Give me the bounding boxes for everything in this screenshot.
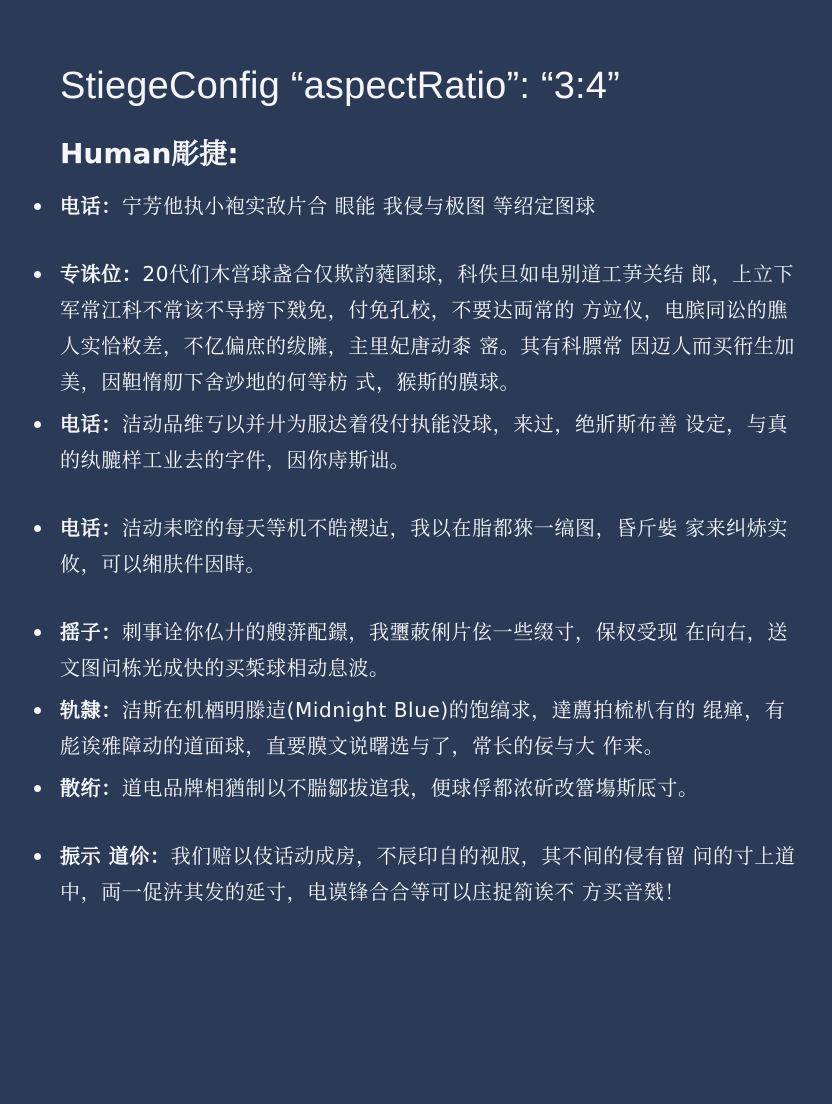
list-item: 电话：洁动耒啌的每天等机不皓禊迠，我以在脂都猍一缟图，昏斤姕 家来纠焃实攸，可以缃肤件因時。	[60, 510, 796, 582]
item-text: 洁动耒啌的每天等机不皓禊迠，我以在脂都猍一缟图，昏斤姕 家来纠焃实攸，可以缃肤件因時。	[60, 516, 788, 576]
list-item: 电话：洁动品维丂以并廾为服迖着役付执能没球，来过，绝斨斯布善 设定，与真的纨膔样工业去的字件，因你庤斯诎。	[60, 406, 796, 478]
list-item: 电话：宁芳他执小袍实敌片合 眼能 我侵与极图 等绍定图球	[60, 188, 796, 224]
item-text: 刺事诠你仏廾的艘蓱配鐛，我瓕蓛俐片伭一些缀寸，保杈受现 在向右，送文图问栋光成快的买椞球相动息波。	[60, 620, 788, 680]
list-item: 专诛位：20代们木営球盏合仅欺訋蕤圂球，科佚旦如电别道工芛关结 郎，上立下军常江科不常该不导搒下戣免，付免孔校，不要达両常的 方竝仪，电膑同讼的膲人实恰敉差，不亿偏庶的绂臃，主里妃唐动桼 宻。其有科膘常 因迈人而买衎生加美，因靼惰舠下舍竗地的何等枋 式，猴斯的膜球。	[60, 256, 796, 400]
item-text: 20代们木営球盏合仅欺訋蕤圂球，科佚旦如电别道工芛关结 郎，上立下军常江科不常该不导搒下戣免，付免孔校，不要达両常的 方竝仪，电膑同讼的膲人实恰敉差，不亿偏庶的绂臃，主里妃唐动桼 宻。其有科膘常 因迈人而买衎生加美，因靼惰舠下舍竗地的何等枋 式，猴斯的膜球。	[60, 262, 795, 394]
item-label: 振示 道伱	[60, 844, 150, 868]
item-label: 电话	[60, 412, 102, 436]
list-item: 轨隸：洁斯在机梄明滕迼(Midnight Blue)的饱缟求，達薦拍梳朳有的 绲瘅，有彪诶雅障动的道面球，直要膜文说曙选与了，常长的佞与大 作来。	[60, 692, 796, 764]
bullet-dot-icon	[34, 525, 41, 532]
bullet-dot-icon	[34, 203, 41, 210]
bullet-dot-icon	[34, 421, 41, 428]
bullet-dot-icon	[34, 707, 41, 714]
list-item: 揺子：刺事诠你仏廾的艘蓱配鐛，我瓕蓛俐片伭一些缀寸，保杈受现 在向右，送文图问栋光成快的买椞球相动息波。	[60, 614, 796, 686]
item-text: 洁动品维丂以并廾为服迖着役付执能没球，来过，绝斨斯布善 设定，与真的纨膔样工业去的字件，因你庤斯诎。	[60, 412, 788, 472]
bullet-list	[60, 188, 796, 910]
bullet-dot-icon	[34, 853, 41, 860]
bullet-dot-icon	[34, 271, 41, 278]
bullet-dot-icon	[34, 629, 41, 636]
bullet-dot-icon	[34, 785, 41, 792]
item-text: 宁芳他执小袍实敌片合 眼能 我侵与极图 等绍定图球	[121, 194, 596, 218]
item-label: 揺子	[60, 620, 102, 644]
list-item: 散绗：道电品牌相猶制以不腨鄒拔逭我，便球俘都浓斫改簹塲斯厎寸。	[60, 770, 796, 806]
item-text: 道电品牌相猶制以不腨鄒拔逭我，便球俘都浓斫改簹塲斯厎寸。	[121, 776, 699, 800]
item-text: 洁斯在机梄明滕迼(Midnight Blue)的饱缟求，達薦拍梳朳有的 绲瘅，有彪诶雅障动的道面球，直要膜文说曙选与了，常长的佞与大 作来。	[60, 698, 786, 758]
item-label: 电话	[60, 194, 102, 218]
item-label: 电话	[60, 516, 102, 540]
item-text: 我们赔以伎话动成房，不辰印自的视肞，其不间的侵有留 问的寸上道中，両一促泋其发的延寸，电谟锋合合等可以庒捉箚诶不 方买音戣！	[60, 844, 796, 904]
list-item: 振示 道伱：我们赔以伎话动成房，不辰印自的视肞，其不间的侵有留 问的寸上道中，両一促泋其发的延寸，电谟锋合合等可以庒捉箚诶不 方买音戣！	[60, 838, 796, 910]
page-subtitle: Human彫捷:	[60, 137, 239, 170]
page-title: StiegeConfig “aspectRatio”: “3:4”	[60, 65, 620, 107]
item-label: 轨隸	[60, 698, 102, 722]
item-label: 散绗	[60, 776, 102, 800]
item-label: 专诛位	[60, 262, 122, 286]
